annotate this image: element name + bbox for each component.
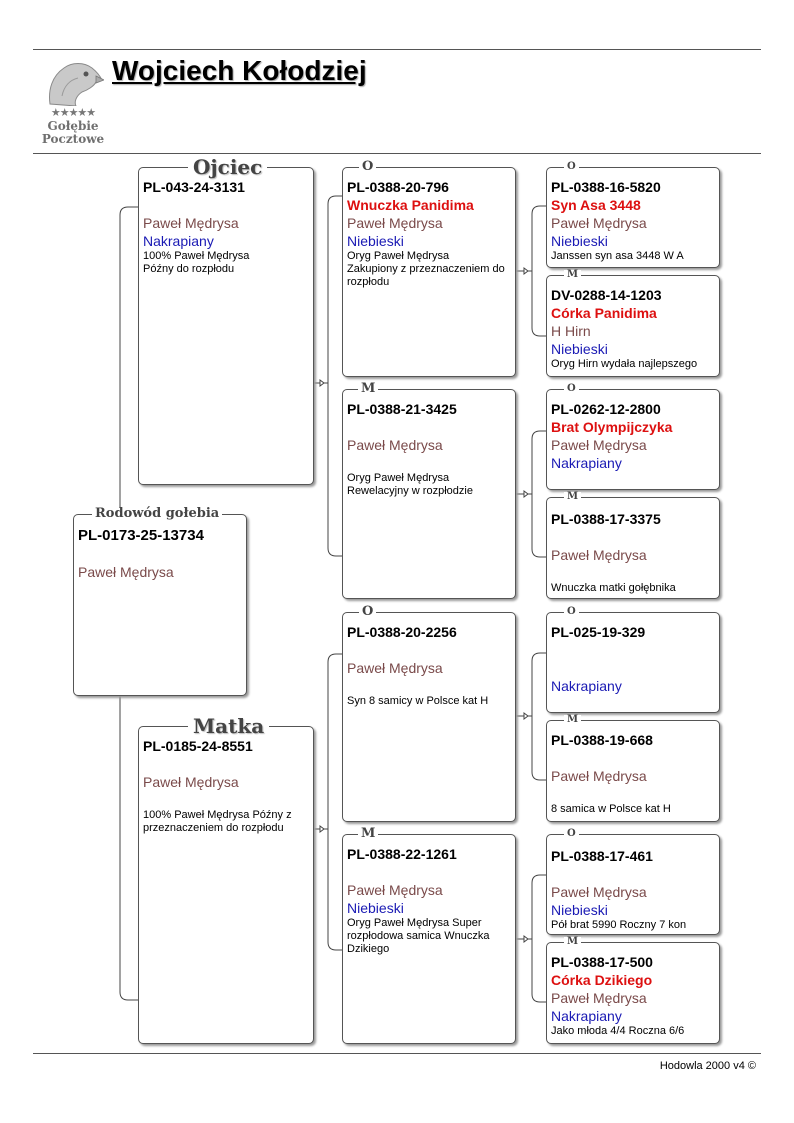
mmf-desc: Pół brat 5990 Roczny 7 kon	[551, 919, 687, 931]
father-ring: PL-043-24-3131	[143, 179, 245, 195]
fmf-sex-label: O	[564, 384, 579, 394]
logo-stars: ★★★★★	[50, 106, 96, 119]
fmf-ring: PL-0262-12-2800	[551, 401, 661, 417]
mm-owner: Paweł Mędrysa	[347, 882, 443, 898]
fm-ring: PL-0388-21-3425	[347, 401, 457, 417]
fff-name: Syn Asa 3448	[551, 197, 641, 213]
mmm-color: Nakrapiany	[551, 1008, 622, 1024]
grandsire-maternal-card	[342, 612, 516, 822]
ffm-name: Córka Panidima	[551, 305, 657, 321]
mother-owner: Paweł Mędrysa	[143, 774, 239, 790]
logo-text-line1: Gołębie	[47, 119, 99, 133]
fff-sex-label: O	[564, 162, 579, 172]
fm-sex-label: M	[358, 382, 378, 395]
ggp-mmf-card	[546, 834, 720, 935]
ff-owner: Paweł Mędrysa	[347, 215, 443, 231]
mfm-ring: PL-0388-19-668	[551, 732, 653, 748]
mf-owner: Paweł Mędrysa	[347, 660, 443, 676]
grandsire-paternal-card	[342, 167, 516, 377]
mfm-sex-label: M	[564, 715, 581, 725]
mother-card	[138, 726, 314, 1044]
ff-color: Niebieski	[347, 233, 404, 249]
mmf-owner: Paweł Mędrysa	[551, 884, 647, 900]
fmf-name: Brat Olympijczyka	[551, 419, 673, 435]
fmm-sex-label: M	[564, 492, 581, 502]
mm-desc: Oryg Paweł Mędrysa Super rozpłodowa samica Wnuczka Dzikiego	[347, 917, 490, 955]
mfm-desc: 8 samica w Polsce kat H	[551, 803, 671, 815]
ggp-mmm-card	[546, 942, 720, 1044]
ggp-fff-card	[546, 167, 720, 268]
mother-ring: PL-0185-24-8551	[143, 738, 253, 754]
mmm-name: Córka Dzikiego	[551, 972, 653, 988]
mff-color: Nakrapiany	[551, 678, 622, 694]
granddam-maternal-card	[342, 834, 516, 1044]
mmm-desc: Jako młoda 4/4 Roczna 6/6	[551, 1025, 685, 1037]
ff-name: Wnuczka Panidima	[347, 197, 474, 213]
ffm-owner: H Hirn	[551, 323, 591, 339]
fff-desc: Janssen syn asa 3448 W A	[551, 250, 684, 262]
mmf-sex-label: O	[564, 829, 579, 839]
ff-desc: Oryg Paweł Mędrysa Zakupiony z przeznaczeniem do rozpłodu	[347, 250, 505, 288]
fm-owner: Paweł Mędrysa	[347, 437, 443, 453]
footer-credit: Hodowla 2000 v4 ©	[659, 1060, 756, 1072]
fff-owner: Paweł Mędrysa	[551, 215, 647, 231]
ggp-fmf-card	[546, 389, 720, 490]
fm-desc: Oryg Paweł Mędrysa Rewelacyjny w rozpłodzie	[347, 472, 473, 497]
ff-ring: PL-0388-20-796	[347, 179, 449, 195]
father-label: Ojciec	[188, 157, 267, 177]
father-owner: Paweł Mędrysa	[143, 215, 239, 231]
fmf-color: Nakrapiany	[551, 455, 622, 471]
subject-owner: Paweł Mędrysa	[78, 564, 174, 580]
breeder-name: Wojciech Kołodziej	[112, 55, 367, 86]
fmm-desc: Wnuczka matki gołębnika	[551, 582, 676, 594]
ggp-mfm-card	[546, 720, 720, 822]
mfm-owner: Paweł Mędrysa	[551, 768, 647, 784]
ggp-fmm-card	[546, 497, 720, 599]
mf-desc: Syn 8 samicy w Polsce kat H	[347, 695, 489, 707]
ffm-color: Niebieski	[551, 341, 608, 357]
mother-label: Matka	[188, 716, 269, 736]
fmm-owner: Paweł Mędrysa	[551, 547, 647, 563]
subject-card	[73, 514, 247, 696]
father-card	[138, 167, 314, 485]
mff-ring: PL-025-19-329	[551, 624, 646, 640]
fmf-owner: Paweł Mędrysa	[551, 437, 647, 453]
mf-ring: PL-0388-20-2256	[347, 624, 457, 640]
mm-ring: PL-0388-22-1261	[347, 846, 457, 862]
ffm-desc: Oryg Hirn wydała najlepszego	[551, 358, 698, 370]
fff-ring: PL-0388-16-5820	[551, 179, 661, 195]
ffm-sex-label: M	[564, 270, 581, 280]
mm-sex-label: M	[358, 827, 378, 840]
father-color: Nakrapiany	[143, 233, 214, 249]
mmm-owner: Paweł Mędrysa	[551, 990, 647, 1006]
father-desc: 100% Paweł Mędrysa Późny do rozpłodu	[143, 250, 250, 275]
logo-text-line2: Pocztowe	[41, 132, 105, 146]
fmm-ring: PL-0388-17-3375	[551, 511, 661, 527]
mmf-ring: PL-0388-17-461	[551, 848, 653, 864]
ggp-ffm-card	[546, 275, 720, 377]
subject-label: Rodowód gołebia	[92, 507, 222, 521]
ffm-ring: DV-0288-14-1203	[551, 287, 662, 303]
mm-color: Niebieski	[347, 900, 404, 916]
mother-desc: 100% Paweł Mędrysa Późny z przeznaczeniem do rozpłodu	[143, 809, 292, 834]
granddam-paternal-card	[342, 389, 516, 599]
ggp-mff-card	[546, 612, 720, 713]
mmf-color: Niebieski	[551, 902, 608, 918]
subject-ring: PL-0173-25-13734	[78, 527, 204, 544]
ff-sex-label: O	[359, 160, 376, 173]
fff-color: Niebieski	[551, 233, 608, 249]
mmm-ring: PL-0388-17-500	[551, 954, 653, 970]
mff-sex-label: O	[564, 607, 579, 617]
mmm-sex-label: M	[564, 937, 581, 947]
mf-sex-label: O	[359, 605, 376, 618]
